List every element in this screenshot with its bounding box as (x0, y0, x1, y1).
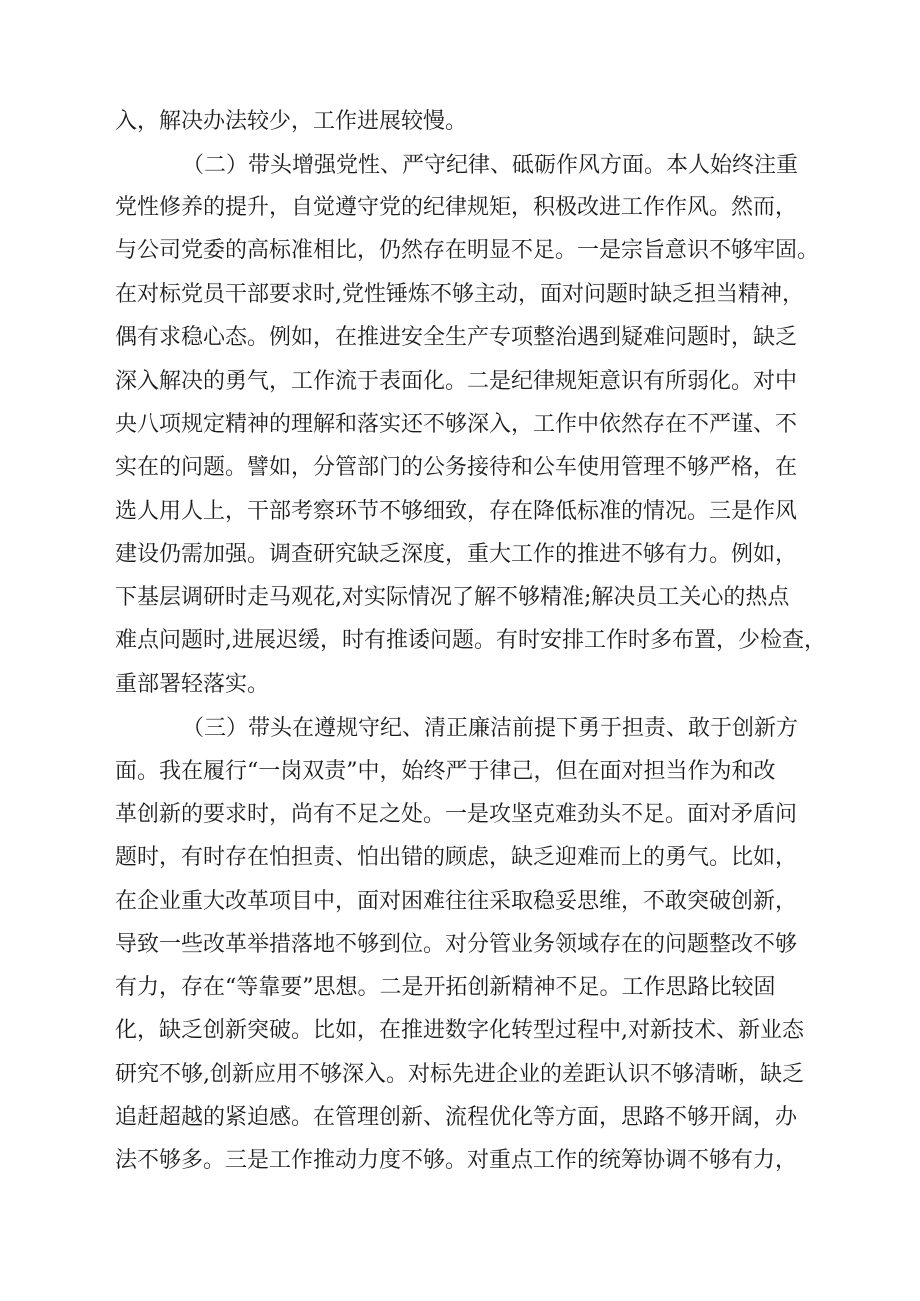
text-line-1: 入，解决办法较少，工作进展较慢。 (115, 109, 468, 134)
text-line-13: 难点问题时,进展迟缓，时有推诿问题。有时安排工作时多布置，少检查， (115, 628, 826, 653)
text-line-3: 党性修养的提升，自觉遵守党的纪律规矩，积极改进工作作风。然而， (115, 195, 798, 220)
text-line-19: 在企业重大改革项目中，面对困难往往采取稳妥思维，不敢突破创新， (115, 889, 798, 914)
text-line-5: 在对标党员干部要求时,党性锤炼不够主动，面对问题时缺乏担当精神， (115, 282, 804, 307)
text-line-25: 法不够多。三是工作推动力度不够。对重点工作的统筹协调不够有力， (115, 1148, 798, 1173)
text-line-8: 央八项规定精神的理解和落实还不够深入，工作中依然存在不严谨、不 (115, 412, 798, 437)
text-line-24: 追赶超越的紧迫感。在管理创新、流程优化等方面，思路不够开阔，办 (115, 1105, 798, 1130)
text-line-18: 题时，有时存在怕担责、怕出错的顾虑，缺乏迎难而上的勇气。比如， (115, 845, 798, 870)
text-line-17: 革创新的要求时，尚有不足之处。一是攻坚克难劲头不足。面对矛盾问 (115, 802, 798, 827)
text-line-22: 化，缺乏创新突破。比如，在推进数字化转型过程中,对新技术、新业态 (115, 1018, 804, 1043)
text-line-2: （二）带头增强党性、严守纪律、砥砺作风方面。本人始终注重 (182, 153, 799, 178)
text-line-10: 选人用人上，干部考察环节不够细致，存在降低标准的情况。三是作风 (115, 499, 798, 524)
text-line-20: 导致一些改革举措落地不够到位。对分管业务领域存在的问题整改不够 (115, 932, 798, 957)
text-line-7: 深入解决的勇气，工作流于表面化。二是纪律规矩意识有所弱化。对中 (115, 369, 798, 394)
text-line-6: 偶有求稳心态。例如，在推进安全生产专项整治遇到疑难问题时，缺乏 (115, 325, 798, 350)
text-line-9: 实在的问题。譬如，分管部门的公务接待和公车使用管理不够严格，在 (115, 455, 798, 480)
text-line-23: 研究不够,创新应用不够深入。对标先进企业的差距认识不够清晰，缺乏 (115, 1062, 804, 1087)
text-line-11: 建设仍需加强。调查研究缺乏深度，重大工作的推进不够有力。例如， (115, 542, 798, 567)
text-line-16: 面。我在履行“一岗双责”中，始终严于律己，但在面对担当作为和改 (115, 759, 776, 784)
text-line-12: 下基层调研时走马观花,对实际情况了解不够精准;解决员工关心的热点 (115, 585, 790, 610)
text-line-4: 与公司党委的高标准相比，仍然存在明显不足。一是宗旨意识不够牢固。 (115, 238, 820, 263)
text-line-21: 有力，存在“等靠要”思想。二是开拓创新精神不足。工作思路比较固 (115, 975, 776, 1000)
text-line-14: 重部署轻落实。 (115, 672, 270, 697)
text-line-15: （三）带头在遵规守纪、清正廉洁前提下勇于担责、敢于创新方 (182, 716, 799, 741)
